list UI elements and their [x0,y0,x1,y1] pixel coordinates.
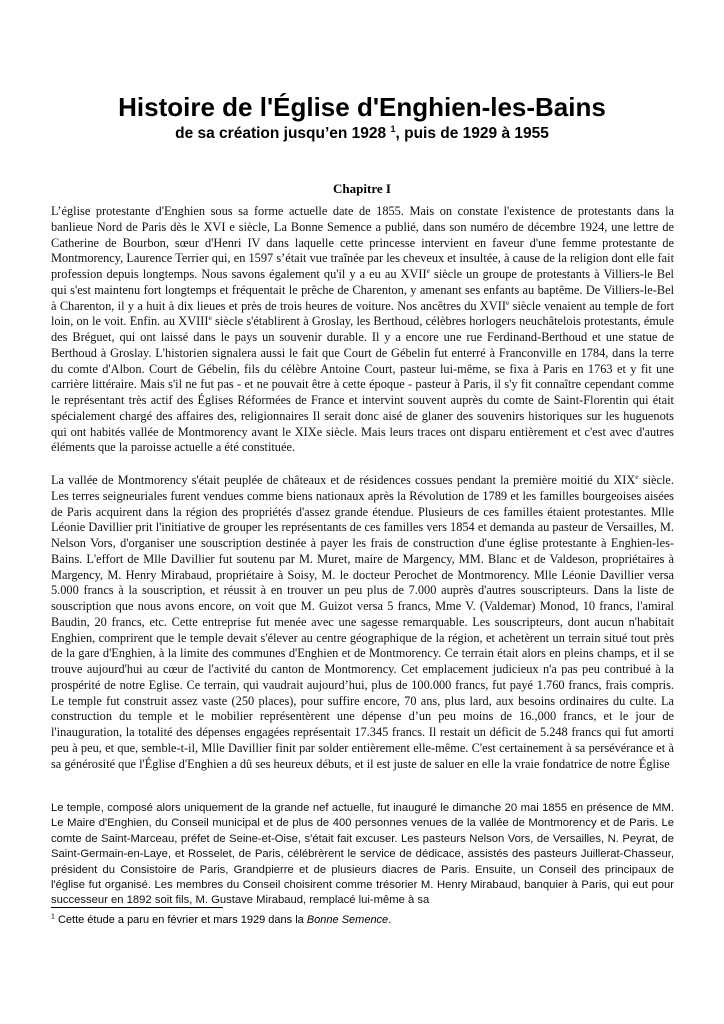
footnote-publication-title: Bonne Semence [306,914,389,926]
paragraph-1 [51,204,674,456]
superscript-e: e [208,313,212,323]
paragraph-1-part-b: siècle un groupe de protestants à Villiers-le Bel qui s'est maintenu fort longtemps et fréquentait le prêche de Charenton, y amenant ses enfants au baptême. De Villiers-le-Bel à Charenton, il y a huit à dix lieues et près de trois heures de voiture. Nos ancêtres du XVII [51,267,674,313]
paragraph-1-part-d: siècle s'établirent à Groslay, les Berthoud, célèbres horlogers neuchâtelois protestants, émule des Bréguet, qui ont laissé dans le pays un souvenir durable. Il y a encore une rue Ferdinand-Berthoud et une statue de Berthoud à Groslay. L'historien signalera aussi le fait que Court de Gébelin fut enterré à Franconville en 1784, dans la terre du comte d'Albon. Court de Gébelin, fils du célèbre Antoine Court, pasteur lui-même, se fixa à Paris en 1763 et y fit une carrière littéraire. Mais s'il ne fut pas - et ne pouvait être à cette époque - pasteur à Paris, il s'y fit connaître cependant comme le représentant très actif des Églises Réformées de France et intervint souvent auprès du comte de Saint-Florentin qui était spécialement chargé des affaires des, religionnaires Il serait donc aisé de glaner des souvenirs historiques sur les huguenots qui ont habités vallée de Montmorency avant le XIXe siècle. Mais leurs traces ont disparu entièrement et c'est avec d'autres éléments que la paroisse actuelle a été constituée. [51,314,675,455]
subtitle-text: de sa création jusqu’en 1928 [175,125,391,142]
paragraph-1-part-a: L’église protestante d'Enghien sous sa forme actuelle date de 1855. Mais on constate l'existence de protestants dans la banlieue Nord de Paris dès le XVI e siècle, La Bonne Semence a publié, dans son numéro de décembre 1924, une lettre de Catherine de Bourbon, sœur d'Henri IV dans laquelle cette princesse intervient en faveur d'une femme protestante de Montmorency, Laurence Terrier qui, en 1597 s’était vue traînée par les cheveux et insultée, à cause de la religion dont elle fait profession depuis longtemps. Nous savons également qu'il y a eu au XVII [51,204,674,281]
footnote-text-end: . [388,914,392,926]
paragraph-2 [51,473,674,772]
footnote-separator [51,907,223,908]
footnote-number: 1 [51,913,55,921]
paragraph-2-part-b: siècle. Les terres seigneuriales furent vendues comme biens nationaux après la Révolution de 1789 et les familles bourgeoises aisées de Paris acquirent dans la région des propriétés d'assez grande étendue. Plusieurs de ces familles étaient protestantes. Mlle Léonie Davillier prit l'initiative de grouper les représentants de ces familles vers 1854 et demanda au pasteur de Versailles, M. Nelson Vors, d'organiser une souscription destinée à payer les frais de construction d'une église protestante à Enghien-les-Bains. L'effort de Mlle Davillier fut soutenu par M. Muret, maire de Margency, MM. Blanc et de Valdeson, propriétaires à Margency, M. Henry Mirabaud, propriétaire à Soisy, M. le docteur Perochet de Montmorency. Mlle Léonie Davillier versa 5.000 francs à la souscription, et réussit à en trouver un peu plus de 7.000 auprès d'autres souscripteurs. Dans la liste de souscription que nous avons encore, on voit que M. Guizot versa 5 francs, Mme V. (Valdemar) Monod, 10 francs, l'amiral Baudin, 20 francs, etc. Cette entreprise fut menée avec une sagesse remarquable. Les souscripteurs, dont aucun n'habitait Enghien, comprirent que le temple devait s'élever au centre géographique de la région, et achetèrent un terrain situé tout près de la gare d'Enghien, à la limite des communes d'Enghien et de Montmorency. Ce terrain était alors en pleins champs, et il se trouve aujourd'hui au cœur de l'activité du canton de Montmorency. Cet emplacement judicieux n'a pas peu contribué à la prospérité de notre Eglise. Ce terrain, qui vaudrait aujourd’hui, plus de 100.000 francs, fut payé 1.760 francs, frais compris. Le temple fut construit assez vaste (250 places), pour suffire encore, 70 ans, plus lard, aux besoins ordinaires du culte. La construction du temple et le mobilier représentèrent une dépense d’un peu moins de 16.,000 francs, et le jour de l'inauguration, la totalité des dépenses engagées représentait 17.345 francs. Il restait un déficit de 5.248 francs qui fut amorti peu à peu, et que, semble-t-il, Mlle Davillier finit par solder entièrement elle-même. C'est certainement à sa persévérance et à sa générosité que l'Église d'Enghien a dû ses heureux débuts, et il est juste de saluer en elle la vraie fondatrice de notre Église [51,473,674,771]
document-subtitle [0,124,724,144]
subtitle-text-end: , puis de 1929 à 1955 [395,125,549,142]
footnote [51,913,674,927]
footnote-reference: 1 [390,123,396,134]
document-title: Histoire de l'Église d'Enghien-les-Bains [118,92,606,122]
paragraph-2-part-a: La vallée de Montmorency s'était peuplée de châteaux et de résidences cossues pendant la première moitié du XIX [51,473,636,487]
footnote-text: Cette étude a paru en février et mars 1929 dans la [54,914,307,926]
chapter-heading: Chapitre I [333,181,391,196]
superscript-e: e [426,265,430,275]
superscript-e: e [635,471,639,481]
paragraph-3: Le temple, composé alors uniquement de la grande nef actuelle, fut inauguré le dimanche 20 mai 1855 en présence de MM. Le Maire d'Enghien, du Conseil municipal et de plus de 400 personnes venues de la vallée de Montmorency et de Paris. Le comte de Saint-Marceau, préfet de Seine-et-Oise, s'était fait excuser. Les pasteurs Nelson Vors, de Versailles, N. Peyrat, de Saint-Germain-en-Laye, et Rosselet, de Paris, célébrèrent le service de dédicace, assistés des pasteurs Juillerat-Chasseur, président du Consistoire de Paris, Grandpierre et de plusieurs diacres de Paris. Ensuite, un Conseil des principaux de l'église fut organisé. Les membres du Conseil choisirent comme trésorier M. Henry Mirabaud, banquier à Paris, qui eut pour successeur en 1892 soit fils, M. Gustave Mirabaud, remplacé lui-même à sa [51,802,674,907]
superscript-e: e [505,297,510,307]
paragraph-1-part-c: siècle venaient au temple de fort loin, on le voit. Enfin. au XVIII [51,298,674,329]
